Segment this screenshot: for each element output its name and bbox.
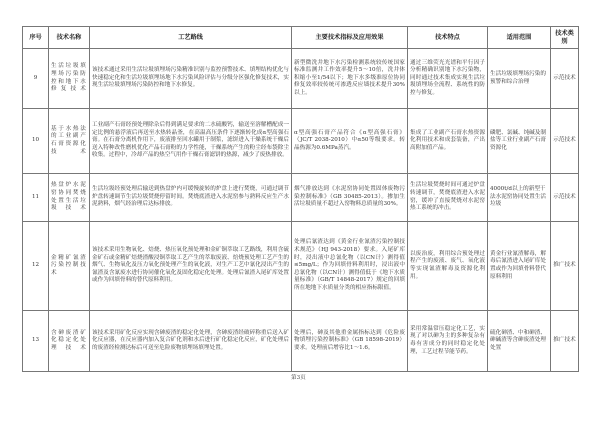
indicators: 处理后，砷及其他重金属指标达到《危险废物填埋污染控制标准》（GB 18598-2019）要求。处理前后增容比1～1.6。: [292, 311, 408, 372]
scope: 黄金行业氰渣解毒，解毒后氰渣进入尾矿库处置或作为回填骨料替代原料利用: [488, 222, 551, 311]
indicators: 处理后氰渣达到《黄金行业氰渣污染控制技术规范》（HJ 943-2018）要求。入尾矿库时，浸出液中总氰化物（以CN计）测得值≤5mg/L；作为回填骨料利用时，浸出液中总氰化物（以CN计）测得值低于《地下水质量标准》（GB/T 14848-2017）规定的回填所在地地下水质量分类的相应指标限值。: [292, 222, 408, 311]
features: 通过三维荧光光谱和平行因子分析精确识别地下水污染物，同时通过技术集成实现生活垃圾填埋场全流程、系统性的防控与修复。: [408, 49, 488, 109]
row-number: 13: [23, 311, 49, 372]
tech-type: 推广技术: [551, 311, 579, 372]
header-indicators: 主要技术指标及应用效果: [292, 27, 408, 49]
table-row: [23, 174, 579, 222]
row-number: 10: [23, 109, 49, 174]
tech-name: 含砷废渣矿化稳定化处理技术: [49, 311, 90, 372]
header-scope: 适用范围: [488, 27, 551, 49]
tech-type: 示范技术: [551, 49, 579, 109]
table-header-row: [23, 27, 579, 49]
features: 以废治废，利用综合预处理过程产生的废液、废气、氧化液等实现氰渣解毒及资源化利用。: [408, 222, 488, 311]
scope: 硫化砷渣、中和砷渣、砷碱渣等含砷废渣处理处置: [488, 311, 551, 372]
row-number: 12: [23, 222, 49, 311]
row-number: 11: [23, 174, 49, 222]
process-route: 该技术采用矿化反应实现含砷废渣的稳定化处理，含砷废渣经破碎称重后送入矿化反应器，在反应器内加入复合矿化剂和水后进行矿化稳定化反应，矿化处理后的废渣经检测达标后可送至危险废物填埋场填埋处置。: [90, 311, 292, 372]
header-features: 技术特点: [408, 27, 488, 49]
table-row: [23, 311, 579, 372]
header-route: 工艺路线: [90, 27, 292, 49]
process-route: 生活垃圾经预处理后输送到热盘炉内可缓慢旋转的炉盘上进行焚烧，可通过调节炉盘转速调节生活垃圾焚烧停留时间。焚烧底渣进入水泥窑参与熟料反应生产水泥熟料，烟气经治理后达标排放。: [90, 174, 292, 222]
tech-name: 生活垃圾填埋场污染防控和地下水修复技术: [49, 49, 90, 109]
scope: 生活垃圾填埋场污染的预警和综合治理: [488, 49, 551, 109]
indicators: 烟气排放达到《水泥窑协同处置固体废物污染控制标准》（GB 30485-2013）。掺加生活垃圾质量不超过入窑物料总质量的30%。: [292, 174, 408, 222]
technology-table: [22, 26, 579, 372]
scope: 磷肥、氯碱、纯碱及制盐等工业行业副产石膏资源化: [488, 109, 551, 174]
features: 采用常温常压稳定化工艺，实现了对以砷为主的多种复杂有毒有害成分的同时稳定化处理，工艺过程节能节药。: [408, 311, 488, 372]
header-no: 序号: [23, 27, 49, 49]
tech-name: 基于水热法的工业副产石膏资源化技术: [49, 109, 90, 174]
header-name: 技术名称: [49, 27, 90, 49]
process-route: 该技术通过采用生活垃圾填埋场污染精准识别与监控预警技术、填埋结构优化与快速稳定化和生活垃圾填埋场地下水污染风险评估与分级分区强化修复技术，实现生活垃圾填埋场污染防控和地下水修复。: [90, 49, 292, 109]
tech-type: 示范技术: [551, 109, 579, 174]
tech-type: 示范技术: [551, 174, 579, 222]
table-row: [23, 109, 579, 174]
features: 生活垃圾焚烧时间可通过炉盘转速调节，焚烧底渣进入水泥窑，缓冲了直接焚烧对水泥窑热工系统的冲击。: [408, 174, 488, 222]
scope: 4000t/d以上的新型干法水泥窑协同处置生活垃圾: [488, 174, 551, 222]
features: 集成了工业副产石膏水热资源化利用技术和成套装备，产出高附加值产品。: [408, 109, 488, 174]
tech-name: 金精矿氰渣污染控制技术: [49, 222, 90, 311]
tech-name: 热盘炉水泥窑协同焚烧处置生活垃圾技术: [49, 174, 90, 222]
page-number: 第3页: [291, 375, 306, 381]
process-route: 工业副产石膏经预处理除杂后得到满足要求的二水硫酸钙，输送至溶解槽配成一定比例的悬浮液后再送至水热转晶釜，在高温高压条件下逐渐转化成α型高强石膏。在石膏分离机作用下，废液排至回水罐用于制浆，滤饼进入干燥系统干燥后送入特种改性磨机优化产品石膏粉的力学性能，干燥系统产生的粉尘经布袋除尘收集。过程中，冷却产品的热空气用作干燥石膏滤饼的热源，减少了废热排放。: [90, 109, 292, 174]
indicators: 新型微洗井地下水污染检测系统较传统国家标准监测井工作效率提升5～10倍，洗井体积缩小至1/54以下；地下水多级准原位协同修复效率较传统可渗透反应墙技术提升30%以上。: [292, 49, 408, 109]
table-row: [23, 49, 579, 109]
row-number: 9: [23, 49, 49, 109]
tech-type: 推广技术: [551, 222, 579, 311]
indicators: α型高强石膏产品符合《α型高强石膏》（JC/T 2038-2010）中α50等级要求。转晶热源为0.6MPa蒸汽。: [292, 109, 408, 174]
header-type: 技术类别: [551, 27, 579, 49]
table-row: [23, 222, 579, 311]
process-route: 该技术采用生物氧化、焙烧、热压氧化预处理和金矿铜萃取工艺路线，利用含硫金矿石或金精矿焙烧渣酸浸铜萃取工艺产生的萃取废液、焙烧预处理工艺产生的烟气、生物氧化及压力氧化预处理产生的氧化液，对生产工艺中氰化浸出产生的氰渣及含氰废水进行协同催化氧化及固化稳定化处理。处理后氰渣入尾矿库处置或作为回填骨料的替代原料利用。: [90, 222, 292, 311]
